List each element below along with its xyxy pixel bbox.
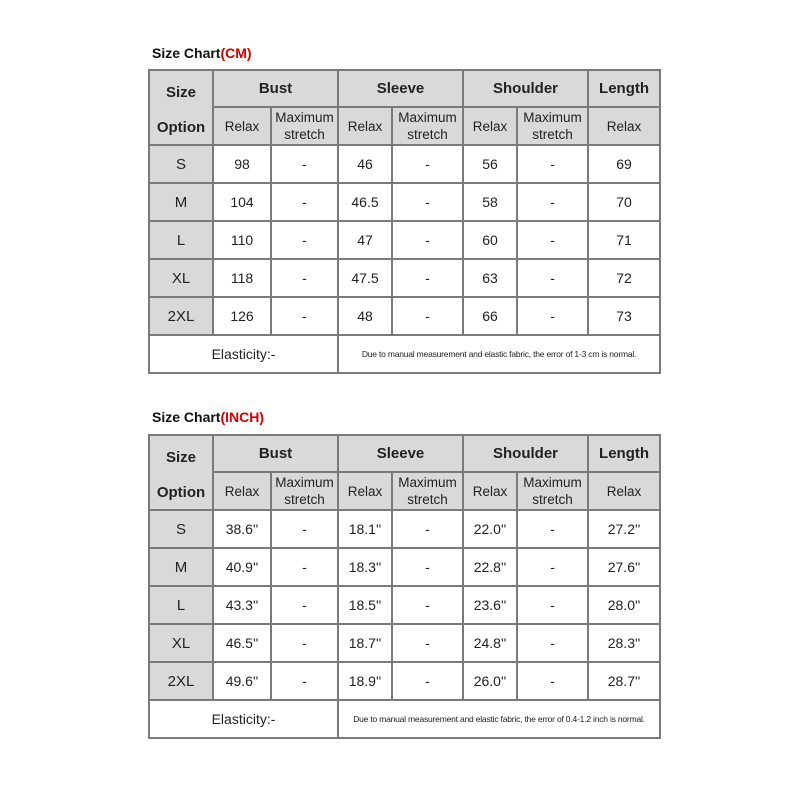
size-option-header bbox=[149, 70, 213, 145]
shoulder-max-header: Maximum stretch bbox=[517, 472, 588, 510]
shoulder-max-cell: - bbox=[517, 145, 588, 183]
bust-max-cell: - bbox=[271, 586, 338, 624]
sleeve-max-cell: - bbox=[392, 548, 463, 586]
size-table bbox=[148, 434, 661, 739]
size-cell: 2XL bbox=[149, 297, 213, 335]
sleeve-relax-cell: 46 bbox=[338, 145, 392, 183]
sleeve-header: Sleeve bbox=[338, 70, 463, 107]
length-relax-cell: 27.6'' bbox=[588, 548, 660, 586]
sleeve-max-cell: - bbox=[392, 662, 463, 700]
size-cell: XL bbox=[149, 259, 213, 297]
bust-header: Bust bbox=[213, 435, 338, 472]
size-header-label: Size bbox=[165, 83, 196, 101]
sleeve-max-cell: - bbox=[392, 586, 463, 624]
table-row bbox=[149, 510, 660, 548]
bust-relax-cell: 104 bbox=[213, 183, 271, 221]
sleeve-max-header: Maximum stretch bbox=[392, 107, 463, 145]
sleeve-max-cell: - bbox=[392, 183, 463, 221]
sleeve-max-header: Maximum stretch bbox=[392, 472, 463, 510]
length-relax-cell: 28.7'' bbox=[588, 662, 660, 700]
length-relax-cell: 69 bbox=[588, 145, 660, 183]
sleeve-relax-cell: 47.5 bbox=[338, 259, 392, 297]
shoulder-max-cell: - bbox=[517, 183, 588, 221]
sleeve-relax-header: Relax bbox=[338, 472, 392, 510]
option-header-label: Option bbox=[156, 118, 206, 136]
bust-relax-cell: 98 bbox=[213, 145, 271, 183]
sleeve-relax-cell: 18.9'' bbox=[338, 662, 392, 700]
sleeve-relax-cell: 47 bbox=[338, 221, 392, 259]
bust-max-cell: - bbox=[271, 145, 338, 183]
bust-max-cell: - bbox=[271, 548, 338, 586]
table-row bbox=[149, 662, 660, 700]
shoulder-max-cell: - bbox=[517, 510, 588, 548]
chart-title-unit: (INCH) bbox=[220, 409, 265, 425]
chart-title-text: Size Chart bbox=[152, 409, 221, 425]
size-header-label: Size bbox=[165, 448, 196, 466]
shoulder-relax-cell: 63 bbox=[463, 259, 517, 297]
bust-relax-cell: 38.6'' bbox=[213, 510, 271, 548]
table-row bbox=[149, 297, 660, 335]
shoulder-max-cell: - bbox=[517, 259, 588, 297]
shoulder-max-cell: - bbox=[517, 662, 588, 700]
size-cell: XL bbox=[149, 624, 213, 662]
size-cell: L bbox=[149, 586, 213, 624]
bust-relax-cell: 110 bbox=[213, 221, 271, 259]
sleeve-relax-cell: 46.5 bbox=[338, 183, 392, 221]
bust-max-header: Maximum stretch bbox=[271, 472, 338, 510]
elasticity-cell: Elasticity:- bbox=[149, 335, 338, 373]
size-chart-inch bbox=[148, 407, 659, 739]
sleeve-relax-cell: 18.3'' bbox=[338, 548, 392, 586]
length-relax-cell: 28.0'' bbox=[588, 586, 660, 624]
length-relax-header: Relax bbox=[588, 107, 660, 145]
sleeve-relax-cell: 18.7'' bbox=[338, 624, 392, 662]
table-row bbox=[149, 624, 660, 662]
size-cell: S bbox=[149, 145, 213, 183]
length-relax-header: Relax bbox=[588, 472, 660, 510]
bust-relax-cell: 118 bbox=[213, 259, 271, 297]
bust-max-cell: - bbox=[271, 221, 338, 259]
shoulder-relax-cell: 56 bbox=[463, 145, 517, 183]
chart-title bbox=[152, 43, 659, 63]
chart-title-text: Size Chart bbox=[152, 45, 221, 61]
shoulder-relax-cell: 26.0'' bbox=[463, 662, 517, 700]
bust-relax-cell: 43.3'' bbox=[213, 586, 271, 624]
bust-relax-cell: 46.5'' bbox=[213, 624, 271, 662]
shoulder-max-cell: - bbox=[517, 586, 588, 624]
shoulder-relax-cell: 66 bbox=[463, 297, 517, 335]
size-cell: M bbox=[149, 183, 213, 221]
sleeve-relax-cell: 18.5'' bbox=[338, 586, 392, 624]
bust-relax-header: Relax bbox=[213, 472, 271, 510]
sleeve-max-cell: - bbox=[392, 624, 463, 662]
size-cell: 2XL bbox=[149, 662, 213, 700]
shoulder-max-cell: - bbox=[517, 297, 588, 335]
shoulder-relax-header: Relax bbox=[463, 472, 517, 510]
shoulder-relax-cell: 24.8'' bbox=[463, 624, 517, 662]
table-row bbox=[149, 145, 660, 183]
table-row bbox=[149, 586, 660, 624]
bust-max-header: Maximum stretch bbox=[271, 107, 338, 145]
length-header: Length bbox=[588, 435, 660, 472]
chart-title-unit: (CM) bbox=[220, 45, 252, 61]
bust-max-cell: - bbox=[271, 183, 338, 221]
table-row bbox=[149, 183, 660, 221]
shoulder-header: Shoulder bbox=[463, 435, 588, 472]
table-row bbox=[149, 259, 660, 297]
sleeve-max-cell: - bbox=[392, 145, 463, 183]
shoulder-header: Shoulder bbox=[463, 70, 588, 107]
sleeve-header: Sleeve bbox=[338, 435, 463, 472]
shoulder-max-header: Maximum stretch bbox=[517, 107, 588, 145]
size-cell: L bbox=[149, 221, 213, 259]
bust-max-cell: - bbox=[271, 662, 338, 700]
size-cell: M bbox=[149, 548, 213, 586]
length-relax-cell: 71 bbox=[588, 221, 660, 259]
sleeve-max-cell: - bbox=[392, 510, 463, 548]
bust-relax-cell: 126 bbox=[213, 297, 271, 335]
size-chart-cm bbox=[148, 43, 659, 374]
length-relax-cell: 70 bbox=[588, 183, 660, 221]
length-relax-cell: 73 bbox=[588, 297, 660, 335]
shoulder-relax-header: Relax bbox=[463, 107, 517, 145]
bust-relax-cell: 49.6'' bbox=[213, 662, 271, 700]
shoulder-max-cell: - bbox=[517, 548, 588, 586]
shoulder-max-cell: - bbox=[517, 221, 588, 259]
shoulder-relax-cell: 60 bbox=[463, 221, 517, 259]
shoulder-relax-cell: 23.6'' bbox=[463, 586, 517, 624]
sleeve-relax-header: Relax bbox=[338, 107, 392, 145]
table-row bbox=[149, 221, 660, 259]
sleeve-max-cell: - bbox=[392, 297, 463, 335]
bust-max-cell: - bbox=[271, 259, 338, 297]
bust-relax-header: Relax bbox=[213, 107, 271, 145]
bust-max-cell: - bbox=[271, 510, 338, 548]
bust-header: Bust bbox=[213, 70, 338, 107]
shoulder-relax-cell: 22.8'' bbox=[463, 548, 517, 586]
sleeve-relax-cell: 48 bbox=[338, 297, 392, 335]
bust-max-cell: - bbox=[271, 297, 338, 335]
size-cell: S bbox=[149, 510, 213, 548]
sleeve-max-cell: - bbox=[392, 221, 463, 259]
shoulder-relax-cell: 22.0'' bbox=[463, 510, 517, 548]
length-relax-cell: 27.2'' bbox=[588, 510, 660, 548]
measurement-note: Due to manual measurement and elastic fabric, the error of 1-3 cm is normal. bbox=[338, 335, 660, 373]
size-table bbox=[148, 69, 661, 374]
measurement-note: Due to manual measurement and elastic fabric, the error of 0.4-1.2 inch is normal. bbox=[338, 700, 660, 738]
shoulder-relax-cell: 58 bbox=[463, 183, 517, 221]
length-header: Length bbox=[588, 70, 660, 107]
shoulder-max-cell: - bbox=[517, 624, 588, 662]
length-relax-cell: 72 bbox=[588, 259, 660, 297]
option-header-label: Option bbox=[156, 483, 206, 501]
elasticity-cell: Elasticity:- bbox=[149, 700, 338, 738]
bust-max-cell: - bbox=[271, 624, 338, 662]
table-row bbox=[149, 548, 660, 586]
bust-relax-cell: 40.9'' bbox=[213, 548, 271, 586]
sleeve-max-cell: - bbox=[392, 259, 463, 297]
chart-title bbox=[152, 407, 659, 427]
sleeve-relax-cell: 18.1'' bbox=[338, 510, 392, 548]
length-relax-cell: 28.3'' bbox=[588, 624, 660, 662]
size-option-header bbox=[149, 435, 213, 510]
